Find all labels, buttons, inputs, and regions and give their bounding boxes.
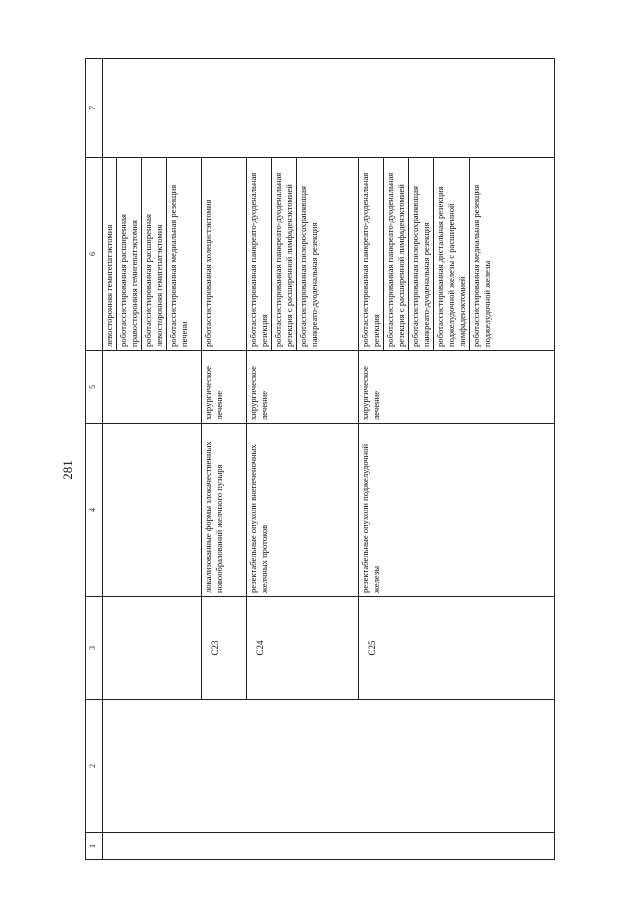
cell-col2 (103, 700, 555, 833)
cell-code (103, 597, 202, 700)
column-header-3: 3 (86, 597, 103, 700)
method-item: роботассистированная панкреато-дуоденальная резекция с расширенной лимфаденэктомией (383, 158, 408, 350)
column-header-7: 7 (86, 59, 103, 158)
method-item: роботассистированная расширенная правосторонняя гемигепатэктомия (116, 158, 141, 350)
method-item: роботассистированная панкреато-дуоденальная резекция (359, 172, 381, 347)
method-item: роботассистированная расширенная левосторонняя гемигепатэктомия (141, 158, 166, 350)
method-item: роботассистированная медиальная резекция поджелудочной железы (469, 158, 494, 350)
cell-treatment: хирургическое лечение (202, 351, 247, 424)
cell-methods (247, 158, 358, 351)
method-item: левосторонняя гемигепатэктомия (104, 224, 114, 347)
cell-methods: роботассистированная холецистэктомия (202, 158, 247, 351)
treatment-table (85, 58, 555, 860)
method-item: роботассистированная дистальная резекция поджелудочной железы с расширенной лимфаденэктомией (433, 158, 469, 350)
cell-disease: резектабельные опухоли поджелудочной железы (358, 424, 554, 597)
cell-disease: локализованные формы злокачественных новообразований желчного пузыря (202, 424, 247, 597)
cell-code: C25 (358, 597, 554, 700)
column-header-2: 2 (86, 700, 103, 833)
header-row (86, 59, 103, 860)
cell-disease: резектабельные опухоли внепеченочных желчных протоков (247, 424, 358, 597)
method-item: роботассистированная пилоросохраняющая панкреато-дуоденальная резекция (296, 158, 321, 350)
method-item: роботассистированная панкреато-дуоденальная резекция с расширенной лимфаденэктомией (271, 158, 296, 350)
column-header-6: 6 (86, 158, 103, 351)
column-header-4: 4 (86, 424, 103, 597)
column-header-5: 5 (86, 351, 103, 424)
table-row (103, 59, 202, 860)
cell-methods (358, 158, 554, 351)
cell-col1 (103, 833, 555, 860)
page-number: 281 (60, 460, 75, 480)
cell-code: C24 (247, 597, 358, 700)
document-sheet (85, 80, 555, 860)
rotated-table-wrapper (85, 80, 555, 860)
cell-methods (103, 158, 202, 351)
cell-treatment (103, 351, 202, 424)
cell-treatment: хирургическое лечение (358, 351, 554, 424)
column-header-1: 1 (86, 833, 103, 860)
cell-col7 (103, 59, 555, 158)
method-item: роботассистированная пилоросохраняющая панкреато-дуоденальная резекция (408, 158, 433, 350)
cell-treatment: хирургическое лечение (247, 351, 358, 424)
cell-code: C23 (202, 597, 247, 700)
cell-disease (103, 424, 202, 597)
method-item: роботассистированная медиальная резекция печени (166, 158, 191, 350)
method-item: роботассистированная панкреато-дуоденальная резекция (248, 172, 270, 347)
